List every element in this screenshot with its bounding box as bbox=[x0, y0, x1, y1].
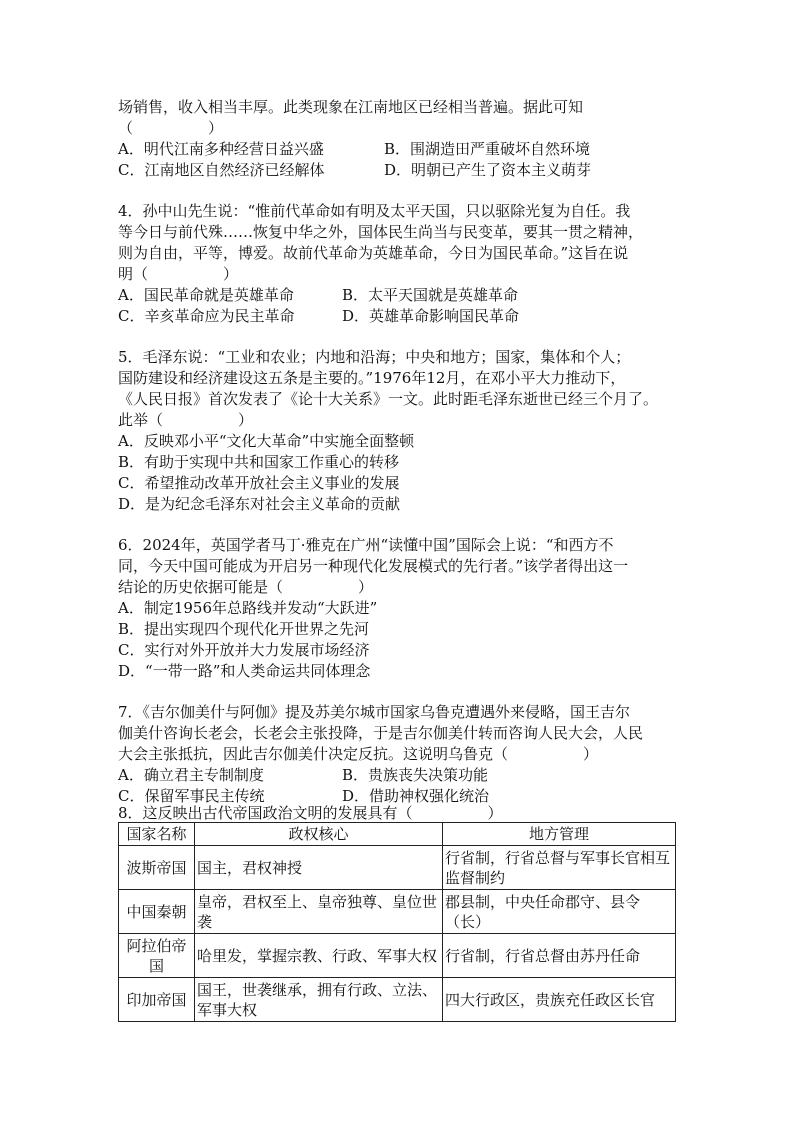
table-header-cell: 政权核心 bbox=[195, 823, 443, 846]
q5-option-d: D．是为纪念毛泽东对社会主义革命的贡献 bbox=[118, 495, 401, 513]
q7-stem-line: 伽美什咨询长老会，长老会主张投降，于是吉尔伽美什转而咨询人民大会，人民 bbox=[118, 724, 644, 742]
q5-stem-line: 5．毛泽东说：“工业和农业；内地和沿海；中央和地方；国家，集体和个人； bbox=[118, 348, 631, 366]
table-header-cell: 地方管理 bbox=[443, 823, 676, 846]
q7-stem-line: 大会主张抵抗，因此吉尔伽美什决定反抗。这说明乌鲁克（ ） bbox=[118, 745, 599, 763]
table-cell-local: 郡县制，中央任命郡守、县令（长） bbox=[443, 890, 676, 934]
q7-option-c: C．保留军事民主传统 bbox=[118, 787, 265, 805]
table-cell-core: 国主，君权神授 bbox=[195, 846, 443, 890]
q3-stem-line: 场销售，收入相当丰厚。此类现象在江南地区已经相当普遍。据此可知 bbox=[118, 98, 584, 116]
q5-option-a: A．反映邓小平“文化大革命”中实施全面整顿 bbox=[118, 432, 415, 450]
table-header-row bbox=[119, 823, 676, 846]
table-row bbox=[119, 846, 676, 890]
q4-option-c: C．辛亥革命应为民主革命 bbox=[118, 307, 295, 325]
q7-option-a: A．确立君主专制制度 bbox=[118, 766, 264, 784]
q5-option-b: B．有助于实现中共和国家工作重心的转移 bbox=[118, 453, 400, 471]
q3-option-a: A．明代江南多种经营日益兴盛 bbox=[118, 140, 324, 158]
q7-option-b: B．贵族丧失决策功能 bbox=[342, 766, 489, 784]
q3-option-b: B．围湖造田严重破坏自然环境 bbox=[384, 140, 591, 158]
q3-answer-blank: （ ） bbox=[118, 119, 224, 137]
q6-option-c: C．实行对外开放并大力发展市场经济 bbox=[118, 641, 370, 659]
table-cell-local: 四大行政区，贵族充任政区长官 bbox=[443, 978, 676, 1022]
table-cell-core: 国王，世袭继承，拥有行政、立法、军事大权 bbox=[195, 978, 443, 1022]
table-cell-country: 印加帝国 bbox=[119, 978, 195, 1022]
q4-stem-line: 明（ ） bbox=[118, 265, 239, 283]
table-header-cell: 国家名称 bbox=[119, 823, 195, 846]
table-row bbox=[119, 890, 676, 934]
table-row bbox=[119, 978, 676, 1022]
table-cell-core: 皇帝，君权至上、皇帝独尊、皇位世袭 bbox=[195, 890, 443, 934]
q5-stem-line: 国防建设和经济建设这五条是主要的。”1976年12月，在邓小平大力推动下， bbox=[118, 369, 626, 387]
q6-option-a: A．制定1956年总路线并发动“大跃进” bbox=[118, 599, 378, 617]
q7-stem-line: 7．《吉尔伽美什与阿伽》提及苏美尔城市国家乌鲁克遭遇外来侵略，国王吉尔 bbox=[118, 703, 631, 721]
table-cell-local: 行省制，行省总督与军事长官相互监督制约 bbox=[443, 846, 676, 890]
table-cell-country: 阿拉伯帝国 bbox=[119, 934, 195, 978]
q4-option-a: A．国民革命就是英雄革命 bbox=[118, 286, 294, 304]
empire-comparison-table bbox=[118, 822, 676, 1022]
q5-stem-line: 此举（ ） bbox=[118, 411, 254, 429]
q6-stem-line: 同，今天中国可能成为开启另一种现代化发展模式的先行者。”该学者得出这一 bbox=[118, 557, 629, 575]
q4-option-d: D．英雄革命影响国民革命 bbox=[342, 307, 520, 325]
q8-stem: 8．这反映出古代帝国政治文明的发展具有（ ） bbox=[118, 804, 503, 822]
q3-option-d: D．明朝已产生了资本主义萌芽 bbox=[384, 161, 592, 179]
q6-stem-line: 6．2024年，英国学者马丁·雅克在广州“读懂中国”国际会上说：“和西方不 bbox=[118, 536, 614, 554]
q7-option-d: D．借助神权强化统治 bbox=[342, 787, 490, 805]
q4-stem-line: 4．孙中山先生说：“惟前代革命如有明及太平天国，只以驱除光复为自任。我 bbox=[118, 202, 631, 220]
q5-stem-line: 《人民日报》首次发表了《论十大关系》一文。此时距毛泽东逝世已经三个月了。 bbox=[118, 390, 659, 408]
q6-option-d: D．“一带一路”和人类命运共同体理念 bbox=[118, 662, 371, 680]
q3-option-c: C．江南地区自然经济已经解体 bbox=[118, 161, 325, 179]
q6-option-b: B．提出实现四个现代化开世界之先河 bbox=[118, 620, 370, 638]
table-cell-local: 行省制，行省总督由苏丹任命 bbox=[443, 934, 676, 978]
table-cell-country: 中国秦朝 bbox=[119, 890, 195, 934]
q4-stem-line: 等今日与前代殊……恢复中华之外，国体民生尚当与民变革，要其一贯之精神， bbox=[118, 223, 644, 241]
q6-stem-line: 结论的历史依据可能是（ ） bbox=[118, 578, 374, 596]
table-row bbox=[119, 934, 676, 978]
table-cell-core: 哈里发，掌握宗教、行政、军事大权 bbox=[195, 934, 443, 978]
q4-option-b: B．太平天国就是英雄革命 bbox=[342, 286, 519, 304]
table-cell-country: 波斯帝国 bbox=[119, 846, 195, 890]
q4-stem-line: 则为自由，平等，博爱。故前代革命为英雄革命，今日为国民革命。”这旨在说 bbox=[118, 244, 629, 262]
q5-option-c: C．希望推动改革开放社会主义事业的发展 bbox=[118, 474, 400, 492]
